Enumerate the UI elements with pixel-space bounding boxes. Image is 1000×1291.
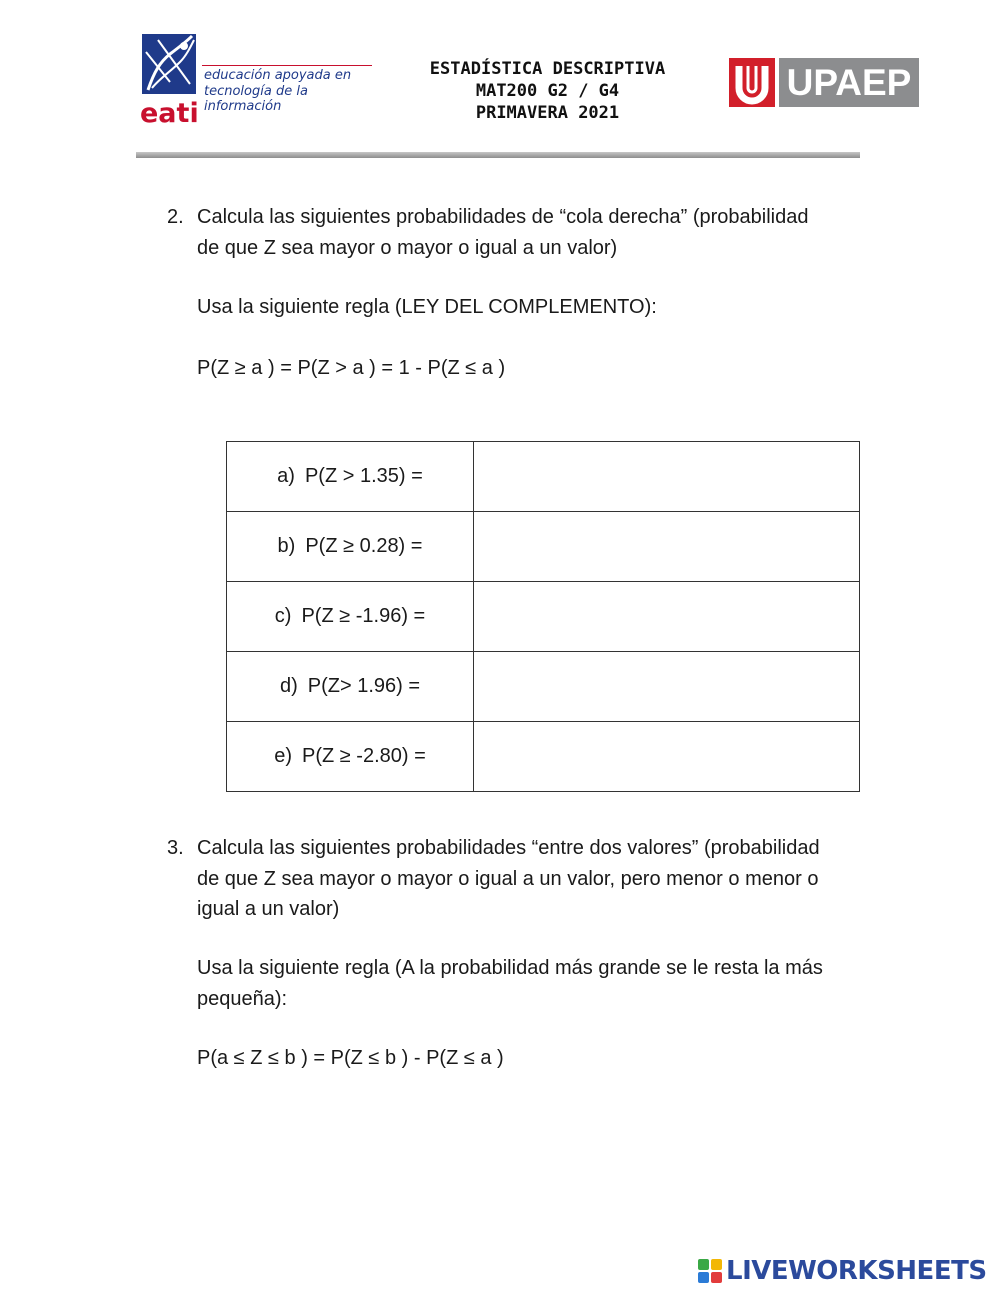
answer-cell[interactable] bbox=[474, 512, 860, 582]
item-letter: d) bbox=[279, 675, 298, 697]
eati-wordmark: eati bbox=[140, 98, 199, 129]
q3-statement-line-2: de que Z sea mayor o mayor o igual a un valor, pero menor o menor o bbox=[197, 868, 819, 890]
question-cell bbox=[227, 652, 474, 722]
upaep-logo bbox=[729, 58, 919, 107]
table-row bbox=[227, 442, 860, 512]
answer-cell[interactable] bbox=[474, 442, 860, 512]
liveworksheets-icon bbox=[698, 1259, 722, 1283]
eati-divider bbox=[202, 65, 372, 66]
q3-statement-line-3: igual a un valor) bbox=[197, 898, 340, 920]
answer-cell[interactable] bbox=[474, 722, 860, 792]
upaep-wordmark-box bbox=[779, 58, 919, 107]
question-cell bbox=[227, 512, 474, 582]
q3-formula: P(a ≤ Z ≤ b ) = P(Z ≤ b ) - P(Z ≤ a ) bbox=[197, 1047, 504, 1069]
q3-number: 3. bbox=[167, 837, 184, 859]
answer-cell[interactable] bbox=[474, 582, 860, 652]
answer-cell[interactable] bbox=[474, 652, 860, 722]
question-cell bbox=[227, 582, 474, 652]
q3-rule-line-1: Usa la siguiente regla (A la probabilidad más grande se le resta la más bbox=[197, 957, 823, 979]
course-title: ESTADÍSTICA DESCRIPTIVA bbox=[429, 59, 666, 79]
item-expression: P(Z ≥ -1.96) = bbox=[301, 605, 426, 627]
item-expression: P(Z ≥ 0.28) = bbox=[305, 535, 423, 557]
table-row bbox=[227, 652, 860, 722]
item-expression: P(Z > 1.35) = bbox=[304, 465, 423, 487]
table-row bbox=[227, 582, 860, 652]
item-letter: c) bbox=[274, 605, 292, 627]
course-code: MAT200 G2 / G4 bbox=[475, 81, 620, 101]
item-letter: a) bbox=[277, 465, 295, 487]
question-cell bbox=[227, 442, 474, 512]
course-header bbox=[380, 58, 715, 124]
eati-logo bbox=[140, 32, 375, 128]
q2-number: 2. bbox=[167, 206, 184, 228]
table-row bbox=[227, 512, 860, 582]
table-row bbox=[227, 722, 860, 792]
q2-statement-line-1: Calcula las siguientes probabilidades de “cola derecha” (probabilidad bbox=[197, 206, 809, 228]
upaep-wordmark: UPAEP bbox=[786, 62, 912, 103]
q3-rule-line-2: pequeña): bbox=[197, 988, 288, 1010]
q2-statement-line-2: de que Z sea mayor o mayor o igual a un valor) bbox=[197, 237, 618, 259]
eati-tagline-1: educación apoyada en bbox=[204, 68, 352, 83]
item-letter: e) bbox=[274, 745, 292, 767]
q3-statement-line-1: Calcula las siguientes probabilidades “entre dos valores” (probabilidad bbox=[197, 837, 820, 859]
course-term: PRIMAVERA 2021 bbox=[475, 103, 620, 123]
eati-emblem-icon bbox=[140, 32, 198, 100]
eati-tagline-2: tecnología de la información bbox=[204, 84, 308, 114]
q2-rule-intro: Usa la siguiente regla (LEY DEL COMPLEMENTO): bbox=[197, 296, 657, 318]
header-divider bbox=[136, 152, 860, 158]
q2-formula: P(Z ≥ a ) = P(Z > a ) = 1 - P(Z ≤ a ) bbox=[197, 357, 506, 379]
upaep-u-icon bbox=[729, 58, 775, 107]
question-cell bbox=[227, 722, 474, 792]
q2-probability-table bbox=[226, 441, 860, 792]
item-expression: P(Z ≥ -2.80) = bbox=[302, 745, 426, 767]
item-letter: b) bbox=[277, 535, 296, 557]
liveworksheets-wordmark: LIVEWORKSHEETS bbox=[726, 1256, 987, 1286]
item-expression: P(Z> 1.96) = bbox=[307, 675, 421, 697]
